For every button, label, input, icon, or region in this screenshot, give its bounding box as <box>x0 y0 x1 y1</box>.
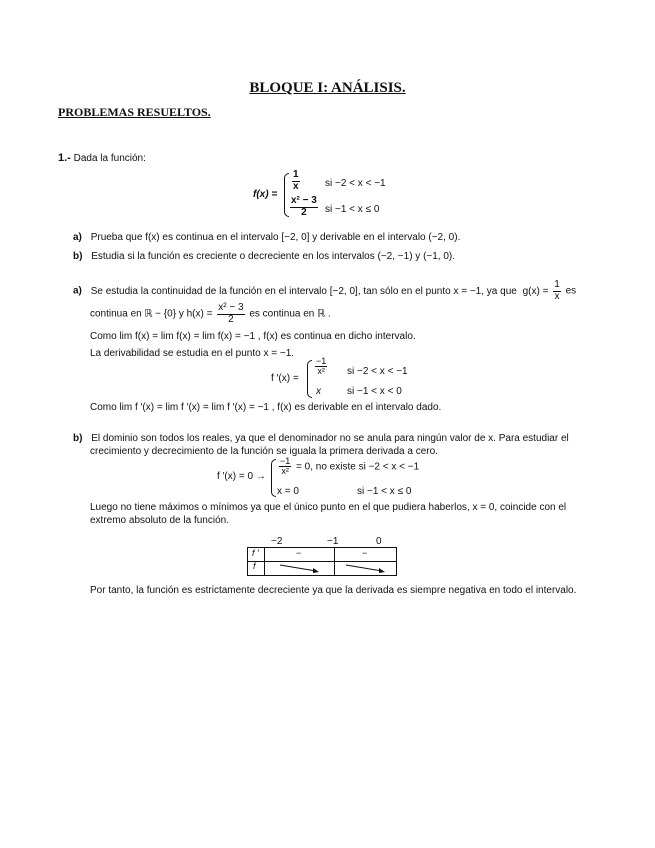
solution-a-line4: La derivabilidad se estudia en el punto x = −1. <box>90 348 295 359</box>
decreasing-arrow-icon <box>344 563 388 573</box>
g-den: x <box>554 290 560 302</box>
solution-a-line3: Como lim f(x) = lim f(x) = lim f(x) = −1 , f(x) es continua en dicho intervalo. <box>90 331 416 342</box>
table-row1-value1: − <box>296 548 302 558</box>
piece1-den: x <box>293 180 299 192</box>
question-b-text: Estudia si la función es creciente o decreciente en los intervalos (−2, −1) y (−1, 0). <box>91 251 456 262</box>
piece1-num: 1 <box>293 169 299 180</box>
derivative-piece1-cond: si −2 < x < −1 <box>347 366 408 377</box>
solution-a-line1 <box>73 280 576 302</box>
table-row2-label: f <box>253 561 256 571</box>
question-b-label: b) <box>73 251 83 262</box>
solution-b-line1 <box>73 433 569 444</box>
h-den: 2 <box>228 313 234 325</box>
sign-table-grid <box>247 547 397 576</box>
derivative-piece1 <box>313 357 329 377</box>
solution-a-text1-end: es <box>565 285 577 297</box>
function-name: f(x) = <box>253 189 278 200</box>
solution-a-label: a) <box>73 285 82 297</box>
document-title: BLOQUE I: ANÁLISIS. <box>249 80 406 96</box>
problem-intro <box>58 152 146 164</box>
table-header-1: −2 <box>271 536 283 547</box>
solution-a-text2-end: es continua en ℝ . <box>249 308 331 320</box>
question-a-label: a) <box>73 232 82 243</box>
equation-lhs: f ′(x) = 0 → <box>217 471 266 482</box>
section-subtitle: PROBLEMAS RESUELTOS. <box>58 105 211 119</box>
eq-p1-num: −1 <box>280 456 291 466</box>
table-row1-label: f ′ <box>252 548 259 558</box>
table-row1-value2: − <box>362 548 368 558</box>
piece2-den: 2 <box>301 206 307 218</box>
problem-number: 1.- <box>58 152 71 164</box>
decreasing-arrow-icon <box>278 563 322 573</box>
piece1-fraction <box>290 170 302 192</box>
solution-a-text1: Se estudia la continuidad de la función en el intervalo [−2, 0], tan sólo en el punto x = −1, ya que <box>90 285 517 297</box>
question-a-text: Prueba que f(x) es continua en el intervalo [−2, 0] y derivable en el intervalo (−2, 0). <box>90 232 461 243</box>
piece1-condition: si −2 < x < −1 <box>325 178 386 189</box>
solution-b-text1: El dominio son todos los reales, ya que el denominador no se anula para ningún valor de x. Para estudiar el <box>91 433 569 444</box>
eq-p1-den: x² <box>281 466 289 477</box>
piece2-condition: si −1 < x ≤ 0 <box>325 204 380 215</box>
solution-b-label: b) <box>73 433 83 444</box>
equation-piece1 <box>277 457 419 477</box>
problem-intro-text: Dada la función: <box>73 153 146 164</box>
solution-a-text2: continua en ℝ − {0} y h(x) = <box>90 308 213 320</box>
g-num: 1 <box>554 279 560 290</box>
solution-a-line2 <box>90 303 331 325</box>
derivative-brace <box>307 360 312 398</box>
question-b <box>73 251 455 262</box>
piece2-fraction <box>288 196 320 218</box>
table-header-2: −1 <box>327 536 339 547</box>
derivative-piece2-cond: si −1 < x < 0 <box>347 386 402 397</box>
derivative-lhs: f ′(x) = <box>271 373 299 384</box>
question-a <box>73 232 460 243</box>
table-header-3: 0 <box>376 536 382 547</box>
g-function-lhs: g(x) = <box>522 285 549 297</box>
deriv-p1-den: x² <box>317 366 325 377</box>
deriv-p1-num: −1 <box>316 356 327 366</box>
equation-brace <box>271 459 276 497</box>
conclusion-text: Por tanto, la función es estrictamente decreciente ya que la derivada es siempre negativa en todo el intervalo. <box>90 585 577 596</box>
derivative-piece2: x <box>316 386 321 397</box>
table-row-divider <box>248 561 396 562</box>
solution-b-line3: Luego no tiene máximos o mínimos ya que el único punto en el que pudiera haberlos, x = 0, coincide con el <box>90 502 567 513</box>
eq-p1-rest: = 0, no existe si −2 < x < −1 <box>296 461 420 473</box>
equation-piece2-cond: si −1 < x ≤ 0 <box>357 486 412 497</box>
solution-b-line4: extremo absoluto de la función. <box>90 515 229 526</box>
equation-piece2: x = 0 <box>277 486 299 497</box>
piece2-num: x² − 3 <box>291 195 317 206</box>
h-num: x² − 3 <box>218 302 244 313</box>
solution-a-line5: Como lim f ′(x) = lim f ′(x) = lim f ′(x) = −1 , f(x) es derivable en el intervalo dado. <box>90 402 442 413</box>
solution-b-line2: crecimiento y decrecimiento de la función se iguala la primera derivada a cero. <box>90 446 438 457</box>
